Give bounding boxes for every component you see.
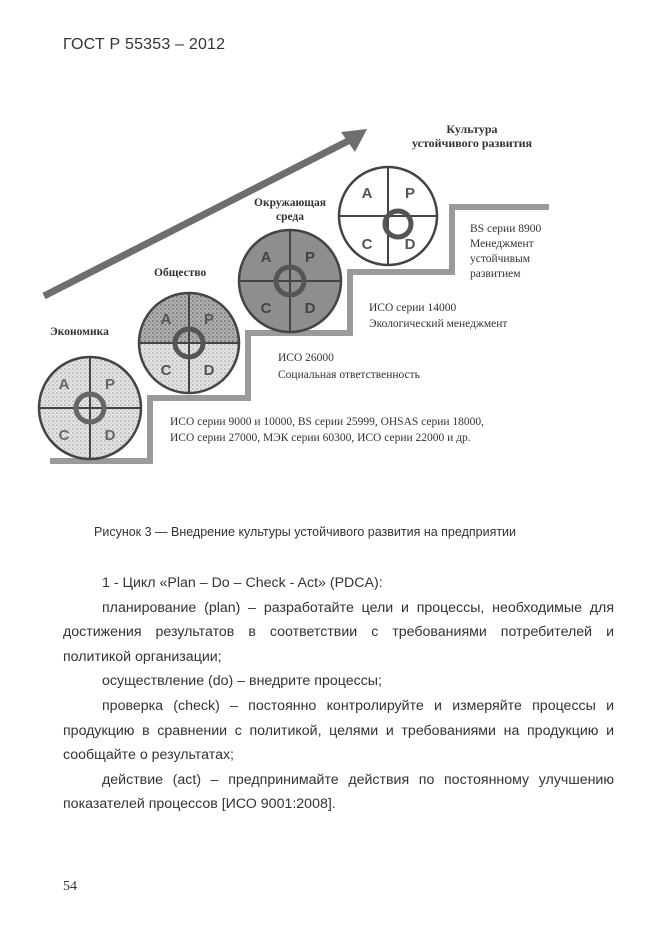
top-title-line2: устойчивого развития	[411, 136, 533, 150]
cycle-letter-a: A	[361, 185, 373, 202]
body-text	[63, 571, 614, 817]
cycle-letter-d: D	[304, 300, 316, 317]
paragraph-act: действие (act) – предпринимайте действия по постоянному улучшению показателей процессов [ИСО 9001:2008].	[63, 771, 614, 813]
cycle-letter-a: A	[58, 376, 70, 393]
note-bs8900-4: развитием	[470, 268, 521, 280]
note-bs8900-3: устойчивым	[470, 253, 531, 265]
paragraph-pdca-title: 1 - Цикл «Plan – Do – Check - Act» (PDCA):	[102, 575, 383, 591]
cycle-letter-d: D	[404, 236, 416, 253]
note-iso26000-1: ИСО 26000	[278, 352, 334, 364]
figure-caption: Рисунок 3 — Внедрение культуры устойчивого развития на предприятии	[94, 525, 517, 539]
step-label-environment-1: Окружающая	[254, 197, 326, 209]
cycle-letter-c: C	[260, 300, 272, 317]
note-iso14000-2: Экологический менеджмент	[369, 318, 508, 330]
cycle-letter-c: C	[361, 236, 373, 253]
note-base-1: ИСО серии 9000 и 10000, BS серии 25999, OHSAS серии 18000,	[170, 416, 485, 428]
cycle-letter-a: A	[160, 311, 172, 328]
step-label-environment-2: среда	[275, 211, 305, 223]
pdca-circle-economy	[39, 357, 141, 459]
top-title-line1: Культура	[446, 122, 498, 136]
step-label-society: Общество	[154, 267, 207, 279]
note-base-2: ИСО серии 27000, МЭК серии 60300, ИСО серии 22000 и др.	[170, 432, 471, 444]
document-header: ГОСТ Р 55353 – 2012	[63, 36, 226, 53]
page-number: 54	[63, 879, 77, 894]
cycle-letter-p: P	[104, 376, 116, 393]
paragraph-plan: планирование (plan) – разработайте цели и процессы, необходимые для достижения результатов в соответствии с требованиями потребителей и политикой организации;	[63, 599, 614, 665]
pdca-circle-sustainability	[339, 167, 437, 265]
cycle-letter-p: P	[304, 249, 316, 266]
cycle-letter-c: C	[58, 427, 70, 444]
note-iso14000-1: ИСО серии 14000	[369, 302, 457, 314]
cycle-letter-p: P	[203, 311, 215, 328]
paragraph-do: осуществление (do) – внедрите процессы;	[102, 673, 382, 690]
cycle-letter-d: D	[203, 362, 215, 379]
cycle-letter-p: P	[404, 185, 416, 202]
cycle-letter-a: A	[260, 249, 272, 266]
pdca-circle-society	[139, 293, 239, 393]
paragraph-check: проверка (check) – постоянно контролируйте и измеряйте процессы и продукцию в сравнении с политикой, целями и требованиями на продукцию и сообщайте о результатах;	[63, 697, 614, 764]
note-bs8900-1: BS серии 8900	[470, 223, 542, 235]
pdca-circle-environment	[239, 230, 341, 332]
note-iso26000-2: Социальная ответственность	[278, 369, 420, 381]
cycle-letter-c: C	[160, 362, 172, 379]
note-bs8900-2: Менеджмент	[470, 238, 534, 250]
step-label-economy: Экономика	[50, 326, 109, 338]
cycle-letter-d: D	[104, 427, 116, 444]
